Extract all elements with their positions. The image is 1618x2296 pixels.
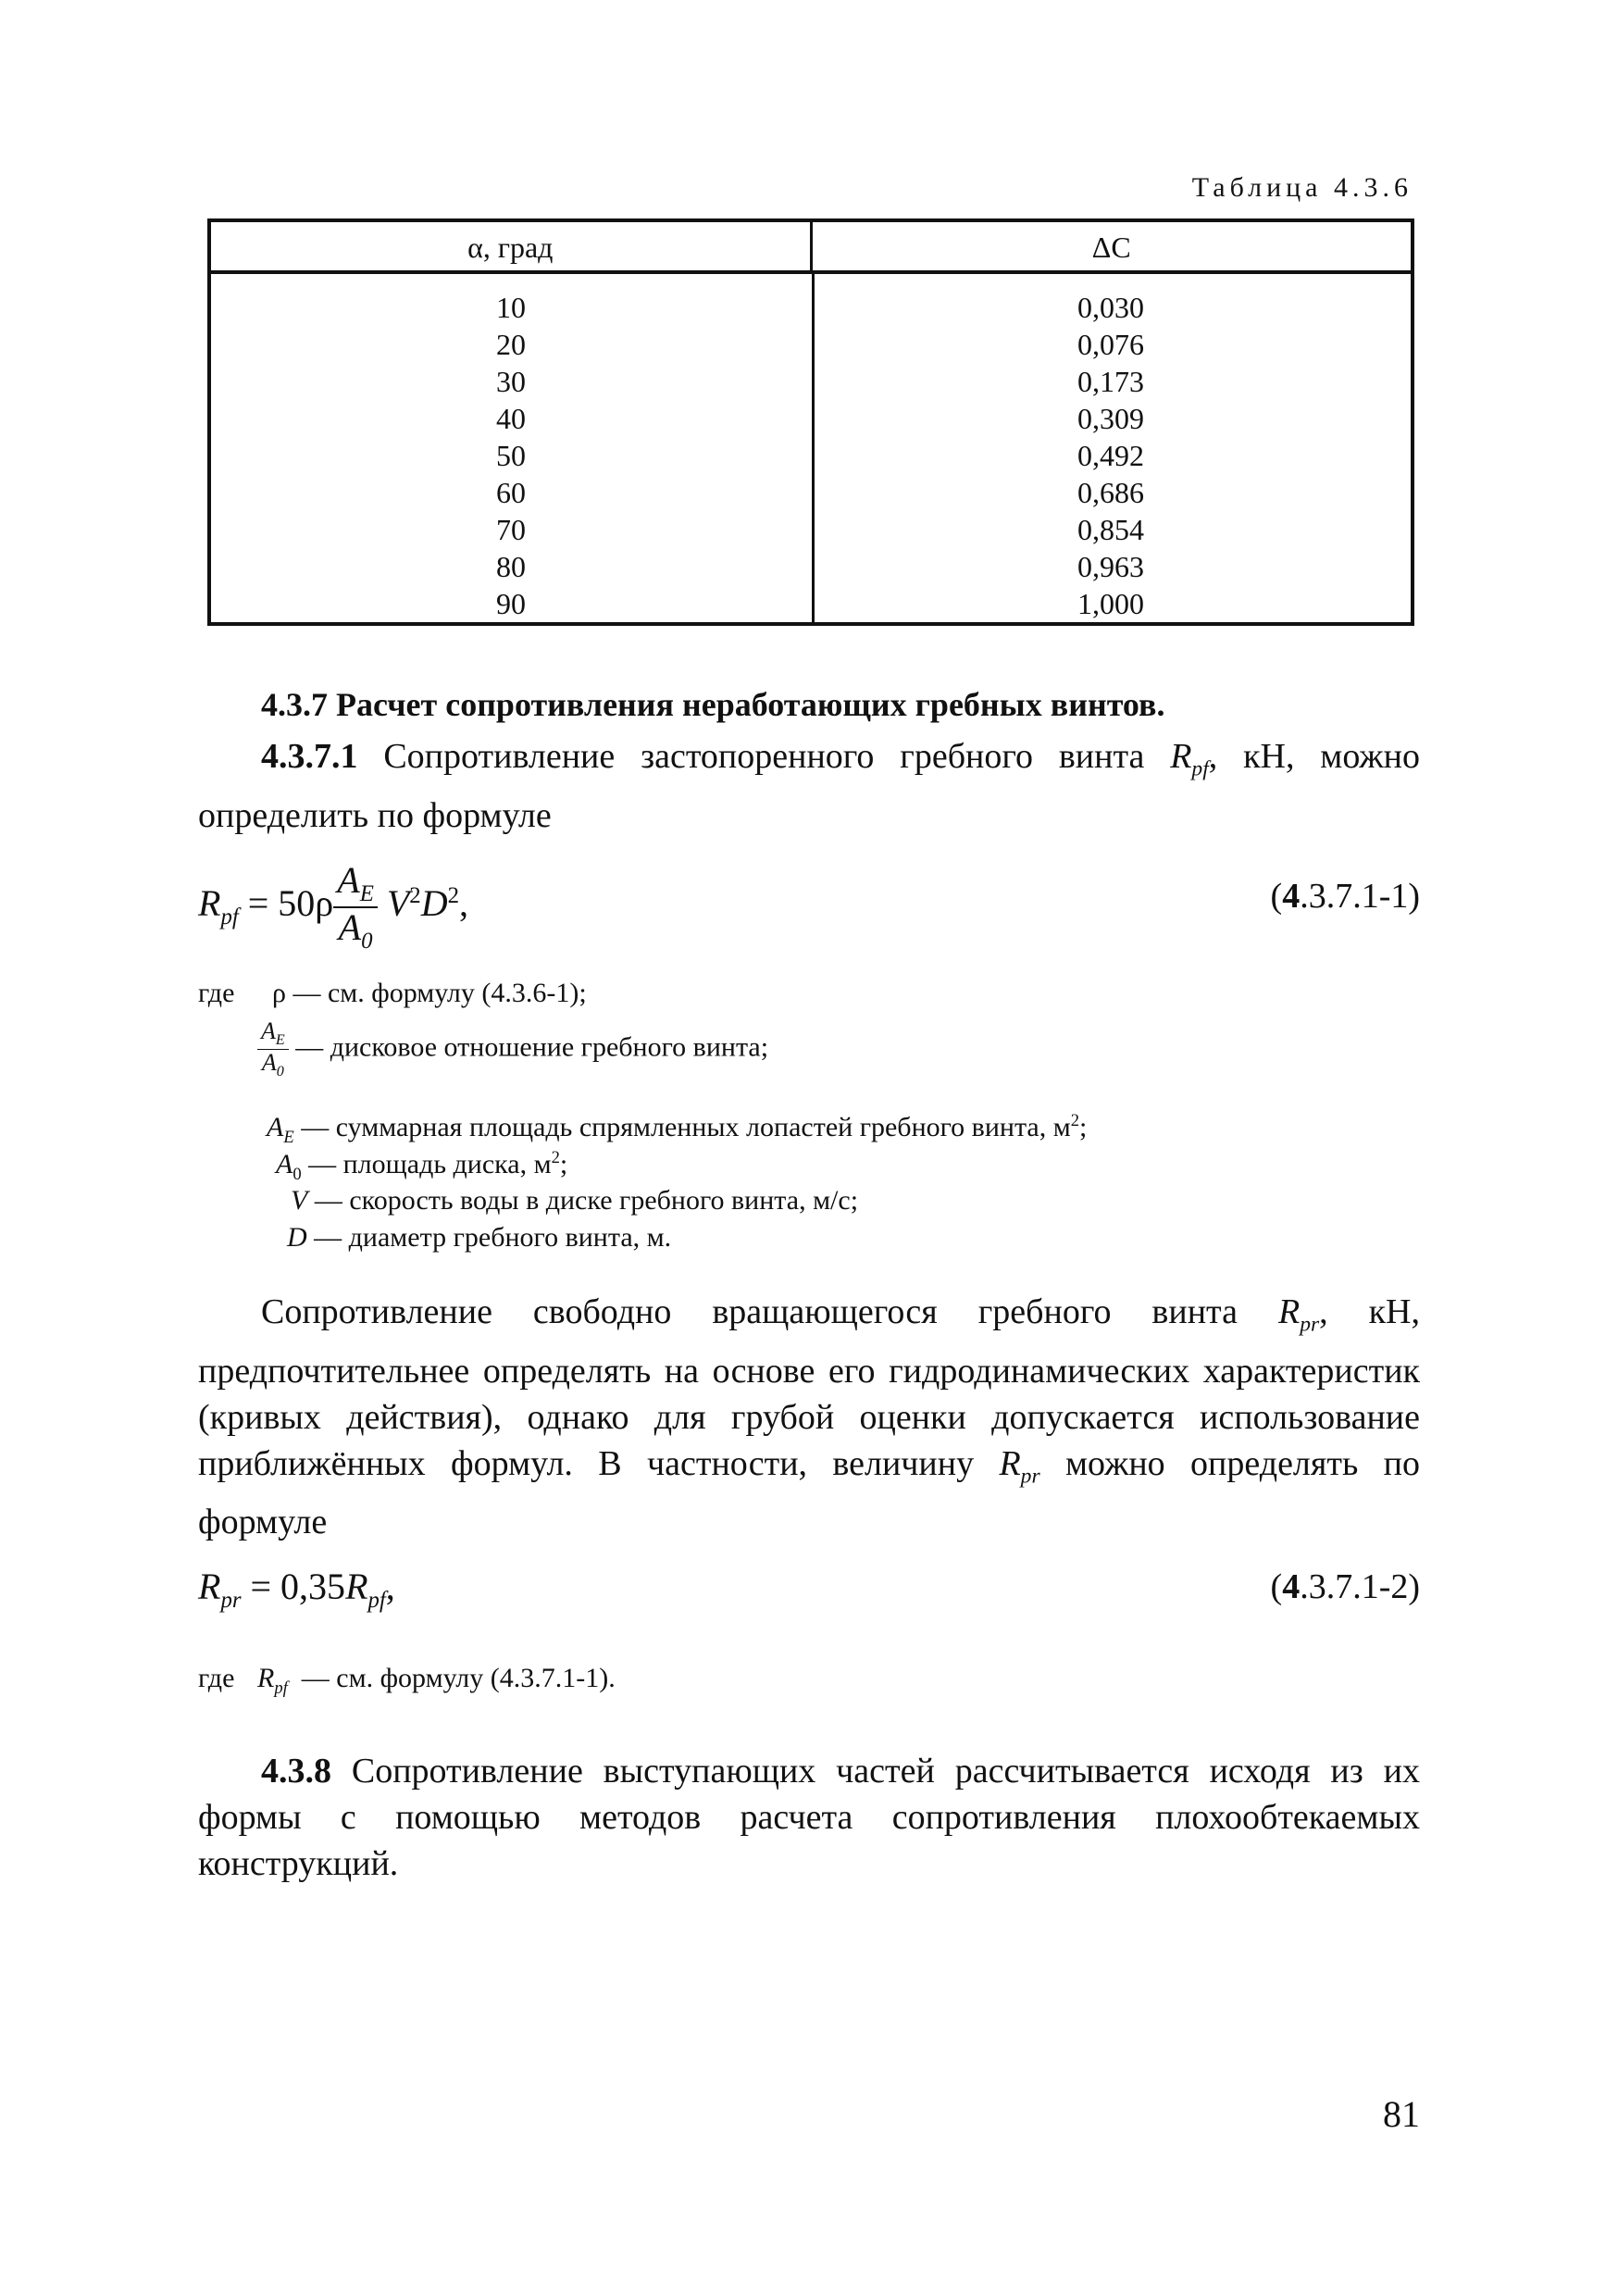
cell-delta-c: 0,030: [1077, 291, 1144, 324]
paragraph-number: 4.3.7.1: [261, 737, 358, 776]
cell-delta-c: 0,686: [1077, 476, 1144, 509]
paragraph-4371: [198, 733, 1420, 839]
cell-delta-c: 1,000: [1077, 587, 1144, 620]
frac-num: A: [261, 1017, 276, 1044]
cell-alpha: 50: [496, 439, 526, 472]
where-label: где: [198, 978, 235, 1008]
cell-alpha: 40: [496, 402, 526, 435]
cell-alpha: 30: [496, 365, 526, 398]
symbol-r: R: [1277, 1292, 1301, 1331]
table-row: [211, 511, 1411, 548]
formula-lhs: R: [198, 1566, 221, 1607]
symbol-r: R: [999, 1443, 1021, 1483]
formula-4371-2: [198, 1565, 395, 1614]
formula-lhs-sub: pf: [220, 905, 239, 930]
formula-tail: ,: [459, 882, 468, 925]
where-text: — скорость воды в диске гребного винта, м/с;: [314, 1185, 859, 1216]
where-end: ;: [1079, 1112, 1088, 1142]
number-bold: 4: [1282, 877, 1301, 916]
paragraph-text: , кН, можно определить по формуле: [198, 737, 1420, 835]
paragraph-text: Сопротивление выступающих частей рассчитывается исходя из их формы с помощью методов расчета сопротивления плохообтекаемых конструкций.: [198, 1752, 1420, 1883]
formula-lhs: R: [198, 882, 221, 925]
header-alpha: α, град: [211, 222, 813, 270]
paragraph-free-propeller: [198, 1289, 1420, 1545]
cell-alpha: 60: [496, 476, 526, 509]
where-sup: 2: [1070, 1111, 1080, 1130]
symbol-r: R: [1170, 737, 1192, 776]
cell-delta-c: 0,963: [1077, 550, 1144, 583]
cell-alpha: 20: [496, 328, 526, 361]
table-caption: Таблица 4.3.6: [1191, 172, 1413, 203]
table-row: [211, 548, 1411, 585]
formula-number-2: [1271, 1566, 1420, 1607]
paragraph-text: можно определять по формуле: [198, 1443, 1421, 1542]
where-text: — суммарная площадь спрямленных лопастей гребного винта, м: [301, 1112, 1071, 1142]
formula-eq: = 50ρ: [238, 882, 334, 925]
where-item: [257, 1663, 616, 1699]
formula-4371-1: [198, 861, 468, 954]
table-row: [211, 363, 1411, 400]
where-symbol: R: [257, 1663, 275, 1693]
formula-eq: = 0,35: [241, 1566, 346, 1607]
formula-tail: ,: [385, 1566, 395, 1607]
where-text: — площадь диска, м: [308, 1149, 552, 1179]
where-sub: 0: [292, 1165, 302, 1184]
formula-fraction: [333, 861, 378, 954]
paragraph-text: Сопротивление свободно вращающегося гребного винта: [261, 1292, 1278, 1331]
where-item: [267, 1111, 1087, 1148]
section-heading-437: 4.3.7 Расчет сопротивления неработающих гребных винтов.: [261, 686, 1165, 723]
number-rest: .3.7.1-1): [1300, 877, 1420, 916]
paragraph-text: , кН, предпочтительнее определять на основе его гидродинамических характеристик (кривых действия), однако для грубой оценки допускается использование приближённых формул. В частности, величину: [198, 1292, 1421, 1483]
where-symbol: D: [287, 1222, 307, 1253]
table-row: [211, 585, 1411, 622]
cell-alpha: 90: [496, 587, 526, 620]
where-symbol: V: [291, 1185, 308, 1216]
where-text: — диаметр гребного винта, м.: [314, 1222, 672, 1253]
frac-num-sub: E: [275, 1032, 285, 1049]
table-header: [211, 222, 1411, 274]
formula-number-1: [1271, 876, 1420, 917]
where-fraction: [257, 1018, 289, 1080]
frac-den: A: [338, 906, 362, 949]
cell-alpha: 70: [496, 513, 526, 546]
where-sup: 2: [551, 1148, 560, 1167]
symbol-d: D: [420, 882, 448, 925]
formula-lhs-sub: pr: [220, 1588, 242, 1613]
table-row: [211, 326, 1411, 363]
table-row: [211, 437, 1411, 474]
cell-delta-c: 0,309: [1077, 402, 1144, 435]
paragraph-text: Сопротивление застопоренного гребного винта: [357, 737, 1171, 776]
sup-2: 2: [409, 882, 421, 908]
formula-rhs-sub: pf: [367, 1588, 386, 1613]
formula-rhs: R: [345, 1566, 368, 1607]
where-item: [291, 1185, 858, 1217]
where-symbol: A: [267, 1112, 284, 1142]
where-sub: pf: [274, 1678, 288, 1698]
page-number: 81: [1383, 2093, 1420, 2135]
where-symbol: ρ: [272, 978, 286, 1008]
where-item: [276, 1148, 567, 1185]
symbol-sub: pr: [1300, 1312, 1320, 1337]
header-delta-c: ΔC: [1091, 231, 1131, 264]
data-table: [207, 218, 1414, 626]
paragraph-number: 4.3.8: [261, 1752, 331, 1791]
paragraph-438: [198, 1748, 1420, 1887]
paren: (: [1270, 877, 1283, 916]
table-row: [211, 289, 1411, 326]
cell-delta-c: 0,854: [1077, 513, 1144, 546]
table-row: [211, 400, 1411, 437]
frac-den-sub: 0: [361, 929, 373, 955]
where-text: — см. формулу (4.3.7.1-1).: [301, 1663, 616, 1693]
where-sub: E: [283, 1128, 294, 1147]
cell-delta-c: 0,076: [1077, 328, 1144, 361]
where-label: где: [198, 1663, 235, 1693]
where-end: ;: [559, 1149, 568, 1179]
frac-den-sub: 0: [276, 1064, 284, 1080]
frac-num-sub: E: [359, 881, 374, 906]
symbol-sub: pf: [1191, 756, 1209, 781]
number-bold: 4: [1282, 1567, 1301, 1606]
cell-delta-c: 0,173: [1077, 365, 1144, 398]
symbol-sub: pr: [1020, 1464, 1040, 1489]
table-row: [211, 474, 1411, 511]
where-symbol: A: [276, 1149, 293, 1179]
where-text: — см. формулу (4.3.6-1);: [292, 978, 587, 1008]
frac-den: A: [261, 1049, 277, 1077]
where-item: [287, 1222, 671, 1254]
cell-delta-c: 0,492: [1077, 439, 1144, 472]
table-body: [211, 289, 1411, 622]
number-rest: .3.7.1-2): [1300, 1567, 1420, 1606]
where-item: [272, 978, 587, 1009]
paren: (: [1270, 1567, 1283, 1606]
sup-2: 2: [447, 882, 459, 908]
symbol-v: V: [386, 882, 410, 925]
cell-alpha: 80: [496, 550, 526, 583]
where-text: — дисковое отношение гребного винта;: [295, 1031, 769, 1063]
where-item: [257, 1018, 768, 1080]
frac-num: A: [337, 859, 360, 901]
cell-alpha: 10: [496, 291, 526, 324]
